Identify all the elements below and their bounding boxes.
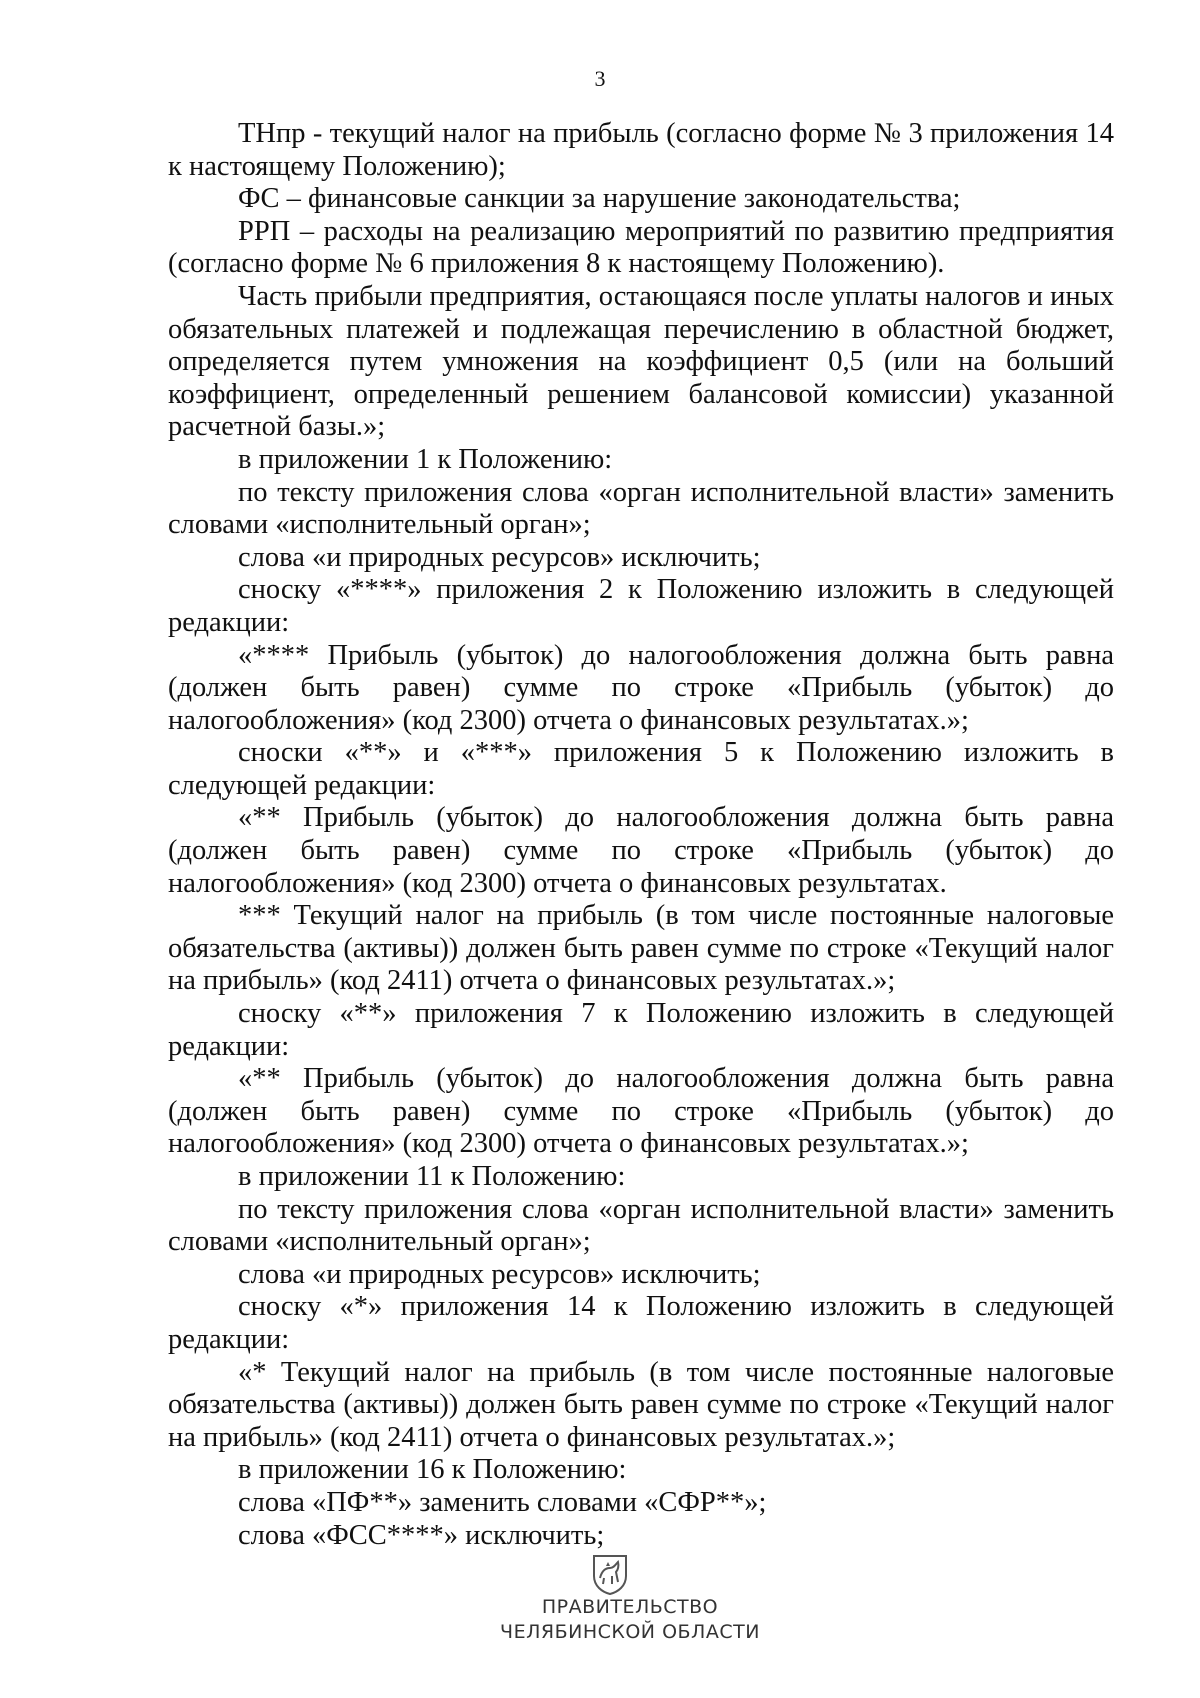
paragraph: «** Прибыль (убыток) до налогообложения должна быть равна (должен быть равен) сумме по строке «Прибыль (убыток) до налогообложения» (код 2300) отчета о финансовых результатах. <box>168 802 1114 899</box>
paragraph: сноску «****» приложения 2 к Положению изложить в следующей редакции: <box>168 574 1114 638</box>
paragraph: *** Текущий налог на прибыль (в том числе постоянные налоговые обязательства (активы)) должен быть равен сумме по строке «Текущий налог на прибыль» (код 2411) отчета о финансовых результатах.»; <box>168 900 1114 997</box>
paragraph: ТНпр - текущий налог на прибыль (согласно форме № 3 приложения 14 к настоящему Положению); <box>168 118 1114 182</box>
paragraph: по тексту приложения слова «орган исполнительной власти» заменить словами «исполнительный орган»; <box>168 476 1114 541</box>
paragraph: слова «ФСС****» исключить; <box>238 1519 605 1551</box>
paragraph: в приложении 16 к Положению: <box>238 1454 627 1486</box>
paragraph: «** Прибыль (убыток) до налогообложения должна быть равна (должен быть равен) сумме по строке «Прибыль (убыток) до налогообложения» (код 2300) отчета о финансовых результатах.»; <box>168 1063 1114 1160</box>
paragraph: «* Текущий налог на прибыль (в том числе постоянные налоговые обязательства (активы)) должен быть равен сумме по строке «Текущий налог на прибыль» (код 2411) отчета о финансовых результатах.»; <box>168 1356 1114 1453</box>
paragraph: Часть прибыли предприятия, остающаяся после уплаты налогов и иных обязательных платежей и подлежащая перечислению в областной бюджет, определяется путем умножения на коэффициент 0,5 (или на больший коэффициент, определенный решением балансовой комиссии) указанной расчетной базы.»; <box>168 280 1114 443</box>
paragraph: ФС – финансовые санкции за нарушение законодательства; <box>238 183 961 215</box>
paragraph: в приложении 1 к Положению: <box>238 443 613 475</box>
page-number: 3 <box>594 66 606 91</box>
paragraph: РРП – расходы на реализацию мероприятий по развитию предприятия (согласно форме № 6 приложения 8 к настоящему Положению). <box>168 215 1114 280</box>
region-coat-of-arms-icon <box>588 1552 632 1596</box>
paragraph: по тексту приложения слова «орган исполнительной власти» заменить словами «исполнительный орган»; <box>168 1193 1114 1258</box>
paragraph: сноску «**» приложения 7 к Положению изложить в следующей редакции: <box>168 998 1114 1062</box>
stamp-line-1: ПРАВИТЕЛЬСТВО <box>541 1596 719 1618</box>
document-body <box>168 118 1114 1552</box>
paragraph: в приложении 11 к Положению: <box>238 1161 626 1192</box>
paragraph: слова «и природных ресурсов» исключить; <box>238 1258 761 1290</box>
paragraph: «**** Прибыль (убыток) до налогообложения должна быть равна (должен быть равен) сумме по строке «Прибыль (убыток) до налогообложения» (код 2300) отчета о финансовых результатах.»; <box>168 639 1114 736</box>
stamp-line-2: ЧЕЛЯБИНСКОЙ ОБЛАСТИ <box>500 1621 760 1643</box>
government-stamp <box>0 1595 1200 1645</box>
paragraph: сноски «**» и «***» приложения 5 к Положению изложить в следующей редакции: <box>168 737 1114 801</box>
paragraph: сноску «*» приложения 14 к Положению изложить в следующей редакции: <box>168 1291 1114 1355</box>
paragraph: слова «ПФ**» заменить словами «СФР**»; <box>238 1486 767 1518</box>
paragraph: слова «и природных ресурсов» исключить; <box>238 541 761 573</box>
